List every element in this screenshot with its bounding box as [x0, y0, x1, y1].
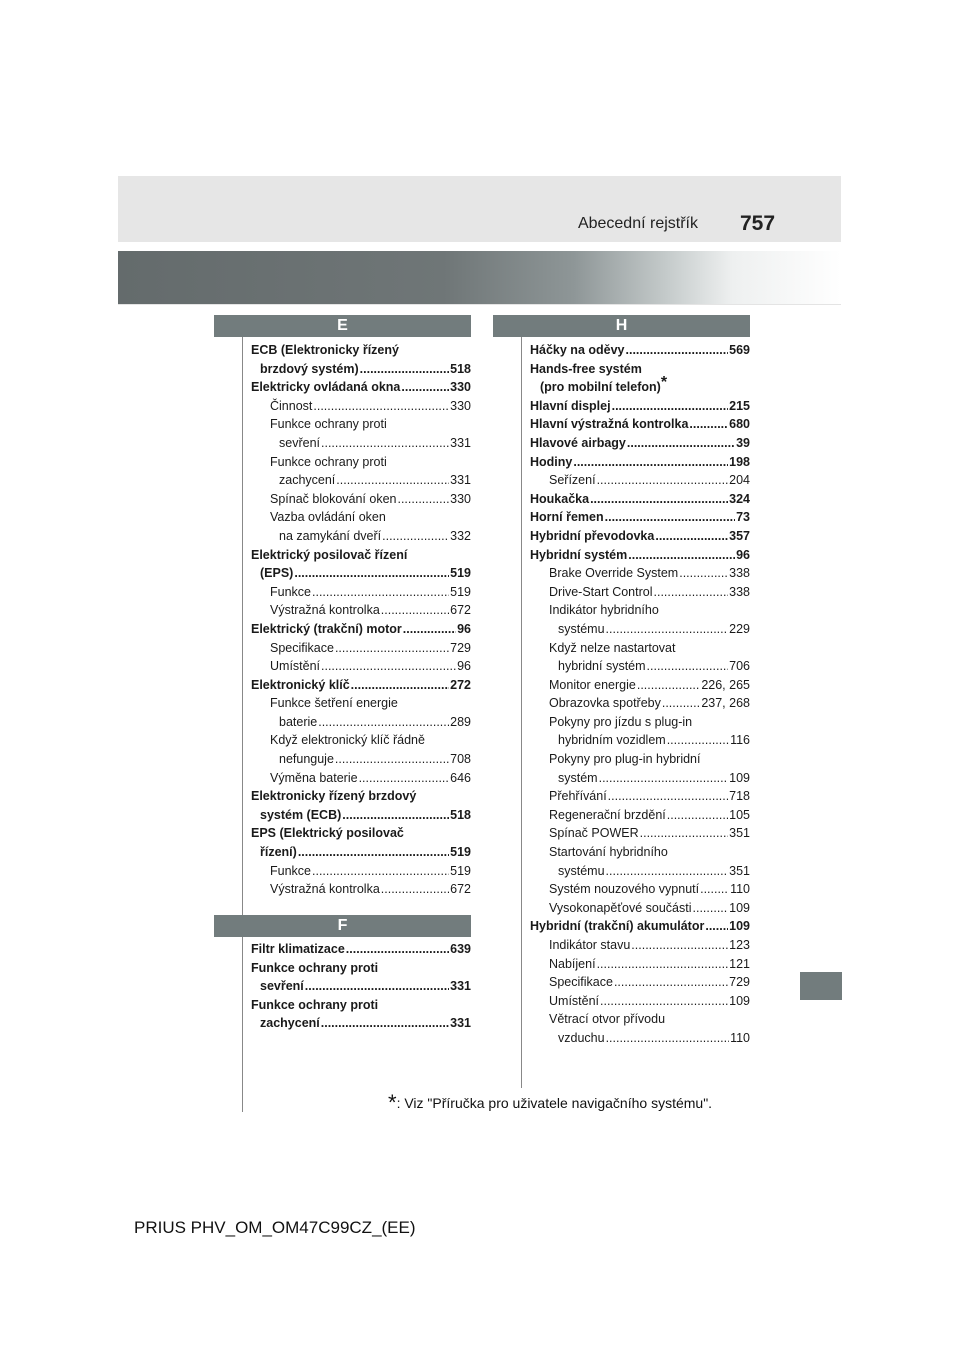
- leader-dots: [312, 862, 449, 881]
- index-entry-term: Monitor energie: [549, 677, 636, 692]
- index-column-f: [251, 940, 471, 1033]
- index-entry-term: Funkce: [270, 584, 311, 599]
- leader-dots: [597, 471, 729, 490]
- chapter-side-tab: [800, 972, 842, 1000]
- index-entry-term: vzduchu: [558, 1030, 605, 1045]
- index-entry: [530, 992, 750, 1011]
- leader-dots: [627, 434, 735, 453]
- leader-dots: [693, 899, 729, 918]
- index-entry: [251, 620, 471, 639]
- leader-dots: [403, 620, 456, 639]
- leader-dots: [312, 583, 449, 602]
- index-entry-term: Hlavní výstražná kontrolka: [530, 417, 689, 432]
- index-entry-page: 198: [729, 454, 750, 469]
- index-entry-term: Přehřívání: [549, 789, 607, 804]
- index-entry-page: 639: [450, 942, 471, 956]
- index-entry: [530, 564, 750, 583]
- index-entry-page: 357: [729, 528, 750, 543]
- index-entry: [530, 583, 750, 602]
- leader-dots: [321, 434, 449, 453]
- index-entry-page: 646: [450, 770, 471, 785]
- index-entry-term: nefunguje: [279, 752, 334, 767]
- leader-dots: [335, 750, 449, 769]
- leader-dots: [573, 453, 728, 472]
- index-entry: [530, 508, 750, 527]
- index-entry-page: 39: [736, 435, 750, 450]
- index-entry-page: 706: [729, 659, 750, 674]
- index-entry-term: ECB (Elektronicky řízený: [251, 343, 399, 357]
- index-entry-term: systém: [558, 770, 598, 785]
- index-entry: [530, 374, 750, 397]
- index-entry-page: 237, 268: [701, 696, 750, 711]
- index-entry: [251, 731, 471, 768]
- index-entry: [530, 713, 750, 750]
- index-entry: [251, 880, 471, 899]
- index-entry-page: 110: [730, 882, 750, 897]
- index-entry: [251, 397, 471, 416]
- index-entry-term: Funkce: [270, 863, 311, 878]
- index-entry: [251, 862, 471, 881]
- index-entry-term: Spínač POWER: [549, 826, 639, 841]
- leader-dots: [305, 977, 449, 996]
- index-entry-page: 324: [729, 491, 750, 506]
- leader-dots: [313, 397, 449, 416]
- index-entry: [530, 453, 750, 472]
- index-entry-page: 96: [457, 659, 471, 674]
- index-entry-page: 718: [729, 789, 750, 804]
- index-entry-page: 519: [450, 584, 471, 599]
- leader-dots: [606, 620, 729, 639]
- index-entry-page: 332: [450, 528, 471, 543]
- leader-dots: [600, 992, 728, 1011]
- index-entry-term: systému: [558, 621, 605, 636]
- leader-dots: [381, 601, 449, 620]
- leader-dots: [628, 546, 735, 565]
- index-entry-term: Hodiny: [530, 454, 573, 469]
- index-entry: [530, 694, 750, 713]
- leader-dots: [298, 843, 449, 862]
- index-column-e: [251, 341, 471, 899]
- index-entry-page: 519: [450, 566, 471, 581]
- index-entry: [251, 694, 471, 731]
- index-entry-term: Hands-free systém: [530, 361, 642, 376]
- index-entry-page: 121: [729, 956, 750, 971]
- index-column-h: [530, 341, 750, 1048]
- index-entry-page: 272: [450, 677, 471, 692]
- index-entry-page: 331: [450, 1016, 471, 1031]
- index-entry-page: 330: [450, 491, 471, 506]
- index-entry: [530, 936, 750, 955]
- index-entry-term: Specifikace: [270, 640, 334, 655]
- index-entry-term: Výstražná kontrolka: [270, 882, 380, 897]
- index-entry: [530, 397, 750, 416]
- index-entry-page: 672: [450, 603, 471, 618]
- index-entry: [530, 676, 750, 695]
- leader-dots: [294, 564, 449, 583]
- header-bar: [118, 176, 841, 242]
- index-entry-term: Indikátor stavu: [549, 938, 631, 952]
- leader-dots: [597, 955, 729, 974]
- leader-dots: [342, 806, 449, 825]
- index-entry-term: Když nelze nastartovat: [549, 640, 676, 655]
- index-entry: [530, 639, 750, 676]
- leader-dots: [401, 378, 449, 397]
- leader-dots: [599, 769, 729, 788]
- index-entry: [251, 453, 471, 490]
- index-entry-page: 331: [450, 979, 471, 994]
- index-entry-term: Startování hybridního: [549, 845, 668, 860]
- middle-column-rule: [521, 336, 522, 1088]
- index-entry-term: Funkce ochrany proti: [270, 454, 387, 469]
- index-entry: [530, 899, 750, 918]
- index-entry-page: 226, 265: [701, 677, 750, 692]
- index-entry-page: 519: [450, 845, 471, 860]
- leader-dots: [336, 471, 449, 490]
- index-entry: [530, 806, 750, 825]
- index-entry-page: 96: [457, 621, 471, 636]
- leader-dots: [631, 936, 728, 955]
- index-entry-term: Umístění: [270, 659, 321, 674]
- index-entry: [251, 657, 471, 676]
- index-entry-term: (pro mobilní telefon): [540, 380, 661, 395]
- index-entry: [251, 639, 471, 658]
- index-entry-term: Indikátor hybridního: [549, 603, 659, 618]
- index-entry-page: 109: [729, 919, 750, 934]
- index-entry-term: (EPS): [260, 566, 294, 581]
- index-entry-page: 518: [450, 361, 471, 376]
- index-entry: [530, 490, 750, 509]
- footnote-text: : Viz "Příručka pro uživatele navigačního systému".: [396, 1095, 713, 1111]
- index-entry-term: EPS (Elektrický posilovač: [251, 826, 404, 841]
- index-entry: [530, 434, 750, 453]
- index-entry-term: Spínač blokování oken: [270, 491, 397, 506]
- index-entry-term: brzdový systém): [260, 361, 359, 376]
- index-entry-term: Drive-Start Control: [549, 584, 653, 599]
- index-entry: [251, 769, 471, 788]
- index-entry: [530, 750, 750, 787]
- leader-dots: [679, 564, 728, 583]
- index-entry-term: Specifikace: [549, 975, 613, 990]
- index-entry-page: 331: [450, 473, 471, 488]
- index-entry-term: hybridním vozidlem: [558, 733, 666, 748]
- index-entry-term: zachycení: [279, 473, 336, 488]
- index-entry-term: Pokyny pro jízdu s plug-in: [549, 714, 693, 729]
- index-entry: [530, 471, 750, 490]
- index-entry-term: Háčky na oděvy: [530, 343, 625, 357]
- index-entry-page: 215: [729, 398, 750, 413]
- index-entry-term: Když elektronický klíč řádně: [270, 733, 425, 748]
- index-entry-term: na zamykání dveří: [279, 528, 382, 543]
- index-entry-page: 338: [729, 566, 750, 581]
- index-entry-page: 109: [729, 993, 750, 1008]
- index-entry-page: 519: [450, 863, 471, 878]
- index-entry: [530, 955, 750, 974]
- index-entry-term: systém (ECB): [260, 807, 342, 822]
- index-entry: [530, 360, 750, 379]
- leader-dots: [662, 694, 700, 713]
- leader-dots: [689, 415, 728, 434]
- index-entry-term: Hybridní (trakční) akumulátor: [530, 919, 705, 934]
- leader-dots: [351, 676, 449, 695]
- index-entry: [530, 527, 750, 546]
- index-entry-page: 331: [450, 435, 471, 450]
- index-entry: [530, 787, 750, 806]
- index-entry-page: 672: [450, 882, 471, 897]
- leader-dots: [654, 583, 729, 602]
- index-entry-term: Brake Override System: [549, 566, 679, 581]
- index-entry-term: Činnost: [270, 398, 313, 413]
- leader-dots: [647, 657, 729, 676]
- index-entry-page: 96: [736, 547, 750, 562]
- letter-heading-f: F: [214, 915, 471, 937]
- left-column-rule: [242, 336, 243, 1112]
- index-entry: [251, 508, 471, 545]
- leader-dots: [318, 713, 449, 732]
- index-entry-term: systému: [558, 863, 605, 878]
- index-entry-page: 109: [729, 770, 750, 785]
- index-entry-page: 351: [729, 826, 750, 841]
- leader-dots: [700, 880, 729, 899]
- index-entry: [530, 546, 750, 565]
- index-entry-page: 229: [729, 621, 750, 636]
- leader-dots: [359, 769, 450, 788]
- leader-dots: [590, 490, 728, 509]
- index-entry-term: Hlavové airbagy: [530, 435, 626, 450]
- index-entry-term: Elektronicky řízený brzdový: [251, 789, 417, 804]
- index-entry-term: Elektrický posilovač řízení: [251, 547, 408, 562]
- leader-dots: [605, 508, 735, 527]
- index-entry-term: Obrazovka spotřeby: [549, 696, 661, 711]
- index-entry-page: 351: [729, 863, 750, 878]
- index-entry-term: Horní řemen: [530, 510, 604, 525]
- index-entry-term: Hybridní převodovka: [530, 528, 655, 543]
- index-entry-page: 569: [729, 343, 750, 357]
- leader-dots: [346, 940, 449, 959]
- index-entry-page: 680: [729, 417, 750, 432]
- index-entry: [251, 787, 471, 824]
- index-entry-term: Vazba ovládání oken: [270, 510, 386, 525]
- index-entry: [251, 415, 471, 452]
- index-entry-term: Hlavní displej: [530, 398, 611, 413]
- leader-dots: [360, 360, 449, 379]
- leader-dots: [335, 639, 449, 658]
- leader-dots: [655, 527, 728, 546]
- leader-dots: [626, 341, 729, 360]
- index-entry: [251, 341, 471, 378]
- index-entry: [530, 917, 750, 936]
- index-entry-term: Výměna baterie: [270, 770, 358, 785]
- index-entry-term: Systém nouzového vypnutí: [549, 882, 700, 897]
- index-entry-term: Funkce ochrany proti: [251, 960, 379, 975]
- leader-dots: [667, 731, 729, 750]
- index-entry-term: baterie: [279, 714, 318, 729]
- index-entry-term: Vysokonapěťové součásti: [549, 900, 692, 915]
- leader-dots: [382, 527, 449, 546]
- index-entry-page: 338: [729, 584, 750, 599]
- leader-dots: [397, 490, 449, 509]
- index-entry: [530, 843, 750, 880]
- index-entry-page: 289: [450, 714, 471, 729]
- index-entry: [251, 601, 471, 620]
- section-title: Abecední rejstřík: [577, 215, 698, 232]
- index-entry: [530, 341, 750, 360]
- index-entry-term: Houkačka: [530, 491, 590, 506]
- document-code: PRIUS PHV_OM_OM47C99CZ_(EE): [134, 1218, 416, 1237]
- index-entry: [251, 959, 471, 996]
- index-entry: [251, 996, 471, 1033]
- index-entry-term: Pokyny pro plug-in hybridní: [549, 752, 701, 767]
- index-entry-page: 729: [729, 975, 750, 990]
- index-entry-page: 123: [729, 938, 750, 952]
- footnote-marker: *: [660, 374, 668, 392]
- index-entry: [251, 583, 471, 602]
- index-entry-term: Funkce ochrany proti: [270, 417, 387, 432]
- index-entry-term: Funkce šetření energie: [270, 696, 398, 711]
- leader-dots: [705, 917, 728, 936]
- index-entry-term: sevření: [260, 979, 304, 994]
- letter-heading-h: H: [493, 315, 750, 337]
- index-entry-page: 708: [450, 752, 471, 767]
- index-entry: [251, 490, 471, 509]
- leader-dots: [612, 397, 729, 416]
- leader-dots: [321, 1014, 449, 1033]
- index-entry-page: 109: [729, 900, 750, 915]
- index-entry-term: Hybridní systém: [530, 547, 628, 562]
- index-entry: [251, 824, 471, 861]
- index-entry-page: 105: [729, 807, 750, 822]
- footnote-star: *: [388, 1090, 397, 1115]
- index-entry: [530, 601, 750, 638]
- index-entry-term: Regenerační brzdění: [549, 807, 666, 822]
- index-entry: [530, 880, 750, 899]
- index-entry-page: 518: [450, 807, 471, 822]
- leader-dots: [667, 806, 728, 825]
- index-entry-term: hybridní systém: [558, 659, 646, 674]
- leader-dots: [637, 676, 700, 695]
- index-entry: [251, 940, 471, 959]
- index-entry-page: 330: [450, 380, 471, 395]
- index-entry: [251, 676, 471, 695]
- index-entry-page: 330: [450, 398, 471, 413]
- index-entry-term: Větrací otvor přívodu: [549, 1012, 666, 1027]
- index-entry-page: 110: [730, 1030, 750, 1045]
- index-entry-term: Nabíjení: [549, 956, 596, 971]
- index-entry-page: 116: [730, 733, 750, 748]
- chapter-gradient-bar: [118, 251, 841, 304]
- index-entry-term: Seřízení: [549, 473, 596, 488]
- letter-heading-e: E: [214, 315, 471, 337]
- leader-dots: [614, 973, 728, 992]
- index-entry: [251, 378, 471, 397]
- index-entry-term: řízení): [260, 845, 297, 860]
- index-entry: [530, 824, 750, 843]
- footnote: [388, 1090, 712, 1116]
- index-entry-term: Elektricky ovládaná okna: [251, 380, 401, 395]
- index-entry-term: Funkce ochrany proti: [251, 997, 379, 1012]
- index-entry-page: 204: [729, 473, 750, 488]
- index-entry-page: 73: [736, 510, 750, 525]
- index-entry: [530, 1010, 750, 1047]
- index-entry-term: sevření: [279, 435, 320, 450]
- index-entry-term: Filtr klimatizace: [251, 942, 345, 956]
- index-entry-term: Elektrický (trakční) motor: [251, 621, 402, 636]
- index-entry-term: Umístění: [549, 993, 600, 1008]
- index-entry-page: 729: [450, 640, 471, 655]
- leader-dots: [606, 862, 729, 881]
- index-entry: [530, 415, 750, 434]
- index-entry: [251, 546, 471, 583]
- page-number: 757: [740, 212, 776, 235]
- leader-dots: [321, 657, 456, 676]
- leader-dots: [640, 824, 729, 843]
- index-entry-term: Elektronický klíč: [251, 677, 350, 692]
- divider-line: [118, 304, 841, 305]
- leader-dots: [606, 1029, 730, 1048]
- index-entry-term: zachycení: [260, 1016, 320, 1031]
- index-entry: [530, 973, 750, 992]
- index-entry-term: Výstražná kontrolka: [270, 603, 380, 618]
- leader-dots: [381, 880, 449, 899]
- leader-dots: [608, 787, 728, 806]
